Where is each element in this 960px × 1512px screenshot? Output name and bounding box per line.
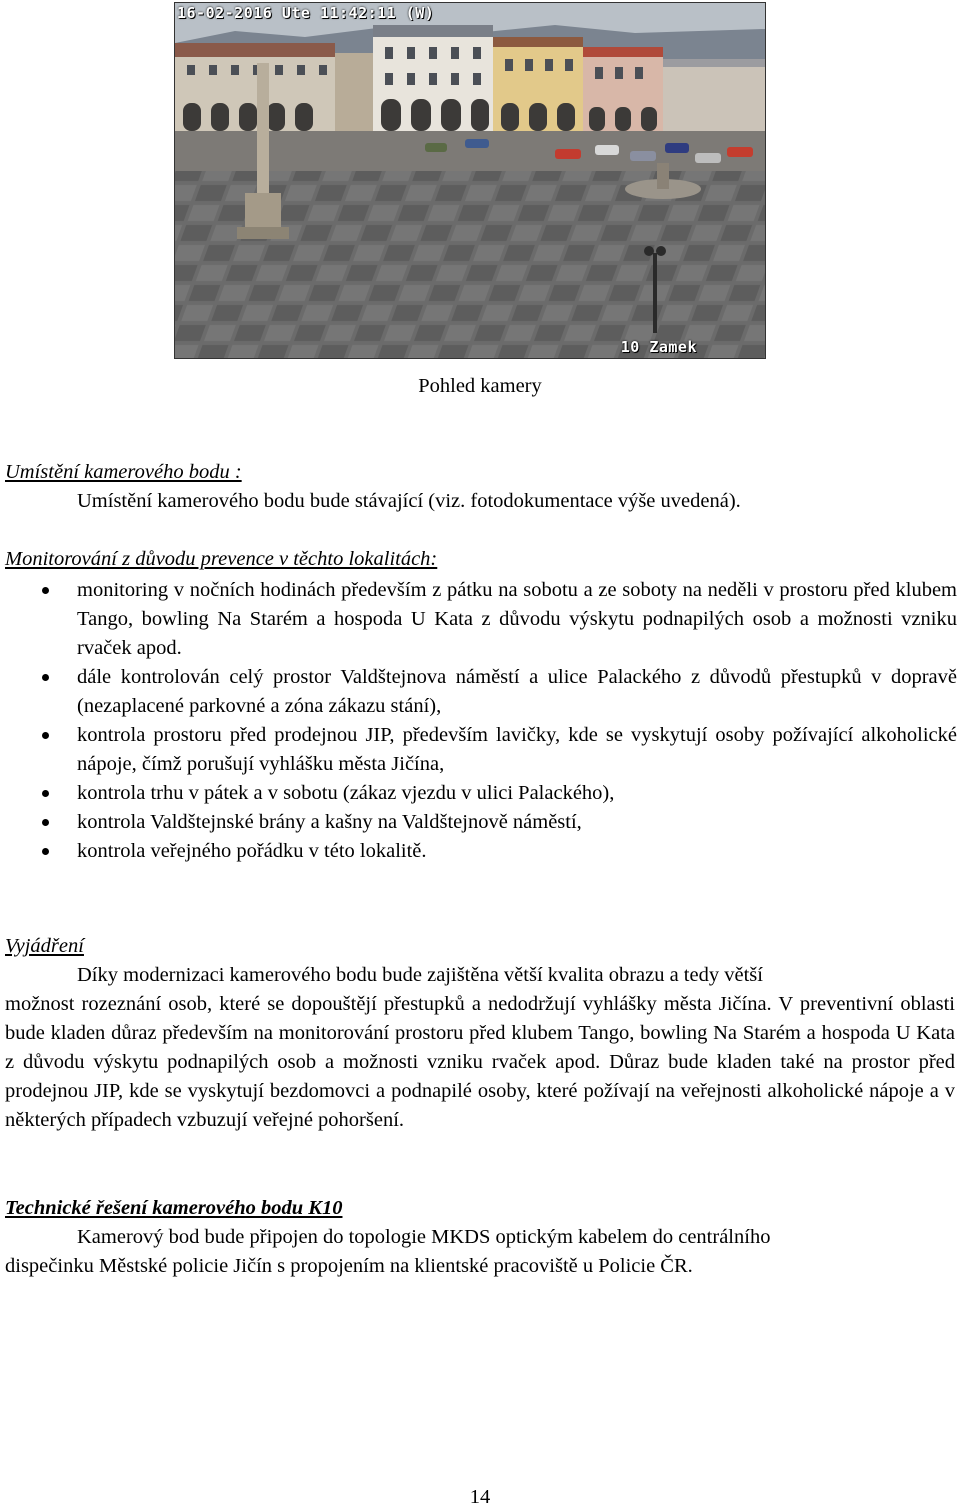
list-item: dále kontrolován celý prostor Valdštejnova náměstí a ulice Palackého z důvodů přestupků v dopravě (nezaplacené parkovné a zóna zákazu stání), <box>0 663 957 721</box>
technical-first-line: Kamerový bod bude připojen do topologie MKDS optickým kabelem do centrálního <box>77 1226 771 1248</box>
bullet-icon <box>42 587 49 594</box>
camera-label-overlay: 10 Zamek <box>620 338 697 356</box>
bullet-icon <box>42 848 49 855</box>
heading-camera-location: Umístění kamerového bodu : <box>5 461 242 483</box>
heading-monitoring: Monitorování z důvodu prevence v těchto lokalitách: <box>5 548 438 570</box>
list-item: kontrola Valdštejnské brány a kašny na Valdštejnově náměstí, <box>0 808 957 837</box>
heading-technical-solution: Technické řešení kamerového bodu K10 <box>5 1197 343 1219</box>
camera-view-photo <box>174 2 766 359</box>
photo-caption: Pohled kamery <box>418 375 542 397</box>
heading-statement: Vyjádření <box>5 935 84 957</box>
page-number: 14 <box>469 1486 491 1508</box>
list-item: kontrola trhu v pátek a v sobotu (zákaz vjezdu v ulici Palackého), <box>0 779 957 808</box>
statement-first-line: Díky modernizaci kamerového bodu bude zajištěna větší kvalita obrazu a tedy větší <box>77 964 763 986</box>
list-item: monitoring v nočních hodinách především z pátku na sobotu a ze soboty na neděli v prostoru před klubem Tango, bowling Na Starém a hospoda U Kata z důvodu výskytu podnapilých osob a možnosti vzniku rvaček apod. <box>0 576 957 663</box>
monitoring-list <box>0 576 957 866</box>
bullet-icon <box>42 674 49 681</box>
bullet-icon <box>42 732 49 739</box>
list-item: kontrola veřejného pořádku v této lokalitě. <box>0 837 957 866</box>
bullet-icon <box>42 819 49 826</box>
bullet-icon <box>42 790 49 797</box>
camera-timestamp-overlay: 16-02-2016 Ute 11:42:11 (W) <box>177 4 435 22</box>
technical-text: dispečinku Městské policie Jičín s propojením na klientské pracoviště u Policie ČR. <box>5 1255 693 1277</box>
list-item: kontrola prostoru před prodejnou JIP, především lavičky, kde se vyskytují osoby požívající alkoholické nápoje, čímž porušují vyhlášku města Jičína, <box>0 721 957 779</box>
statement-text: možnost rozeznání osob, které se dopouštějí přestupků a nedodržují vyhlášky města Jičína. V preventivní oblasti bude kladen důraz především na monitorování prostoru před klubem Tango, bowling Na Starém a hospoda U Kata z důvodu výskytu podnapilých osob a možnosti vzniku rvaček apod. Důraz bude kladen také na prostor před prodejnou JIP, kde se vyskytují bezdomovci a podnapilé osoby, které požívají na veřejnosti alkoholické nápoje a v některých případech vzbuzují veřejné pohoršení. <box>5 993 955 1131</box>
town-square-image <box>175 3 765 358</box>
camera-location-text: Umístění kamerového bodu bude stávající (viz. fotodokumentace výše uvedená). <box>77 490 741 512</box>
